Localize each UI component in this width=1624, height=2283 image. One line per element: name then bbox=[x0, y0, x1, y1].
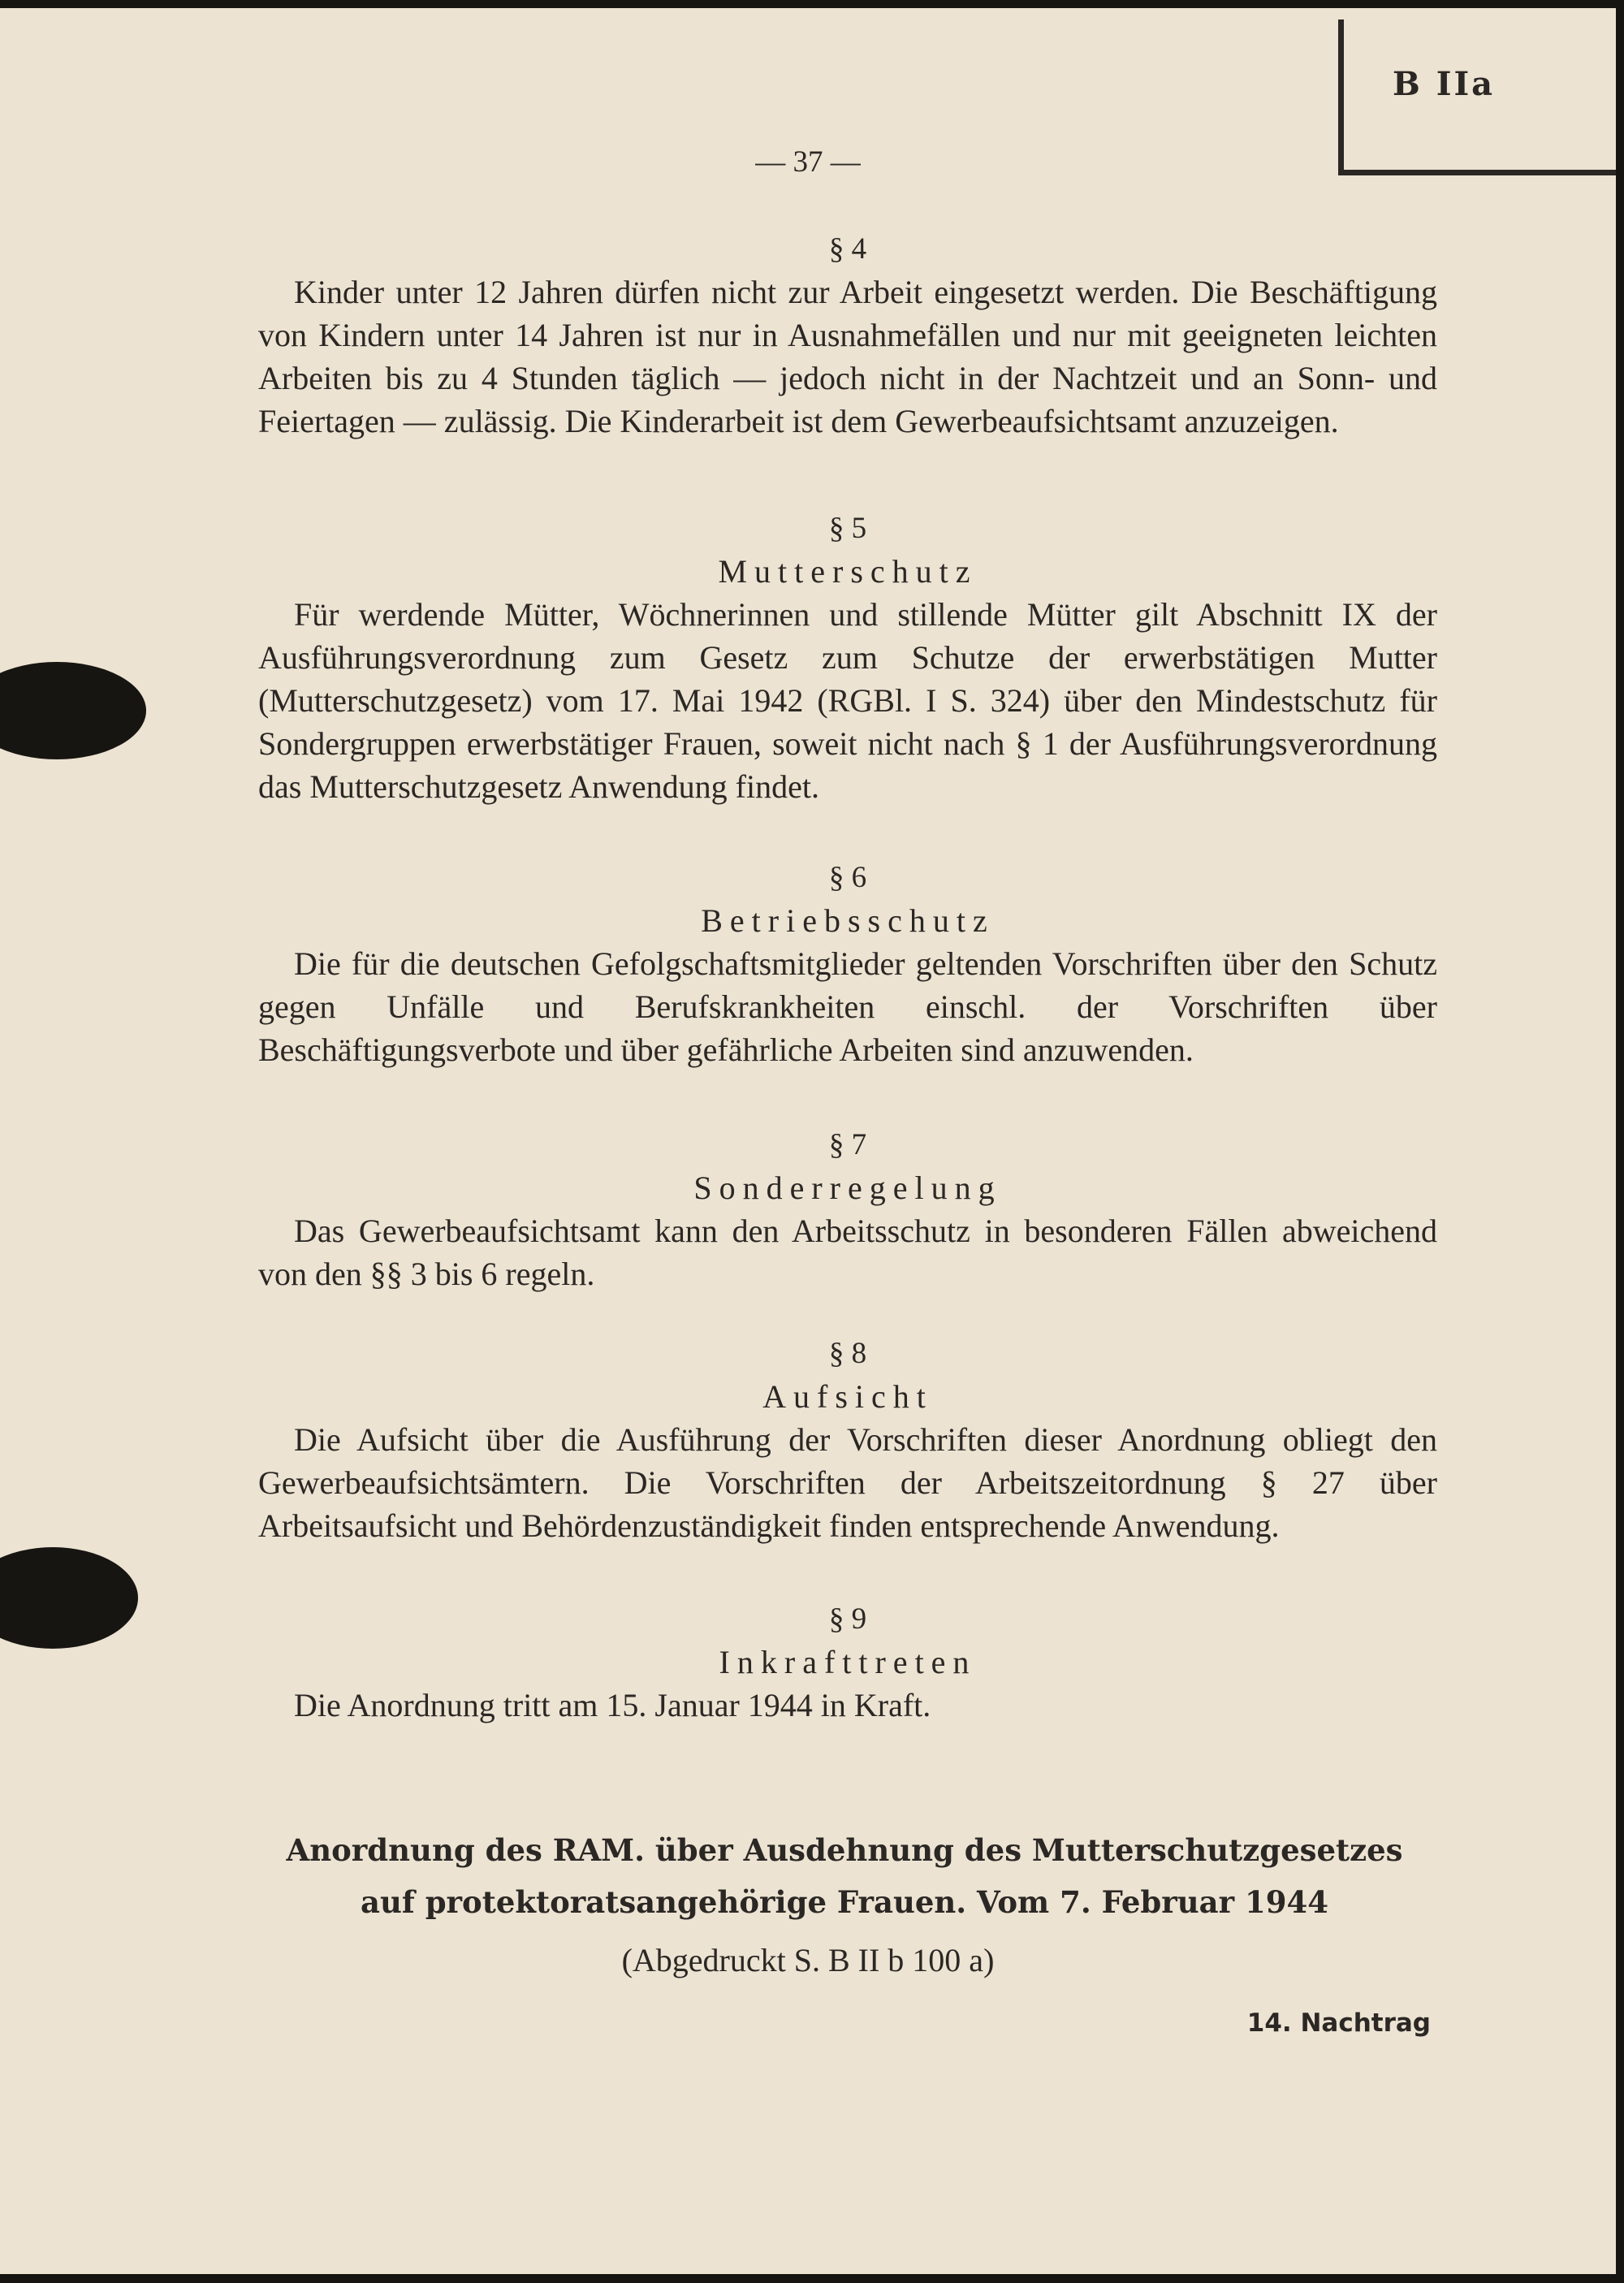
section-number: § 8 bbox=[828, 1337, 867, 1370]
supplement-label: 14. Nachtrag bbox=[1246, 2008, 1431, 2038]
section-paragraph: Die für die deutschen Gefolgschaftsmitglieder geltenden Vorschriften über den Schutz gegen Unfälle und Berufskrankheiten einschl. der Vorschriften über Beschäftigungsverbote und über gefährliche Arbeiten sind anzuwenden. bbox=[258, 945, 1437, 1068]
section-heading: Aufsicht bbox=[762, 1378, 933, 1415]
section-paragraph: Die Aufsicht über die Ausführung der Vorschriften dieser Anordnung obliegt den Gewerbeaufsichtsämtern. Die Vorschriften der Arbeitszeitordnung § 27 über Arbeitsaufsicht und Behördenzuständigkeit finden entsprechende Anwendung. bbox=[258, 1421, 1437, 1544]
section-9 bbox=[258, 1598, 1437, 1727]
section-paragraph: Das Gewerbeaufsichtsamt kann den Arbeitsschutz in besonderen Fällen abweichend von den §§ 3 bis 6 regeln. bbox=[258, 1213, 1437, 1292]
section-number: § 9 bbox=[828, 1602, 867, 1636]
section-paragraph: Kinder unter 12 Jahren dürfen nicht zur Arbeit eingesetzt werden. Die Beschäftigung von Kindern unter 14 Jahren ist nur in Ausnahmefällen und nur mit geeigneten leichten Arbeiten bis zu 4 Stunden täglich — jedoch nicht in der Nachtzeit und an Sonn- und Feiertagen — zulässig. Die Kinderarbeit ist dem Gewerbeaufsichtsamt anzuzeigen. bbox=[258, 274, 1437, 439]
announcement-line-1: Anordnung des RAM. über Ausdehnung des Mutterschutzgesetzes bbox=[286, 1832, 1403, 1868]
section-8 bbox=[258, 1332, 1437, 1547]
section-heading: Mutterschutz bbox=[718, 553, 978, 590]
reprint-note: (Abgedruckt S. B II b 100 a) bbox=[621, 1942, 995, 1978]
section-7 bbox=[258, 1123, 1437, 1295]
page-number: — 37 — bbox=[755, 145, 861, 179]
section-heading: Inkrafttreten bbox=[719, 1644, 977, 1680]
section-4 bbox=[258, 227, 1437, 443]
section-number: § 4 bbox=[828, 232, 867, 266]
document-page bbox=[0, 8, 1616, 2274]
section-paragraph: Die Anordnung tritt am 15. Januar 1944 in Kraft. bbox=[294, 1687, 931, 1723]
section-heading: Betriebsschutz bbox=[701, 902, 995, 939]
section-number: § 5 bbox=[828, 512, 867, 545]
section-number: § 7 bbox=[828, 1128, 867, 1161]
section-6 bbox=[258, 856, 1437, 1071]
section-5 bbox=[258, 507, 1437, 808]
punch-hole-upper bbox=[0, 662, 146, 759]
announcement-title bbox=[235, 1824, 1453, 1928]
section-number: § 6 bbox=[828, 861, 867, 894]
announcement-line-2: auf protektoratsangehörige Frauen. Vom 7. Februar 1944 bbox=[361, 1884, 1328, 1920]
section-paragraph: Für werdende Mütter, Wöchnerinnen und stillende Mütter gilt Abschnitt IX der Ausführungsverordnung zum Gesetz zum Schutze der erwerbstätigen Mutter (Mutterschutzgesetz) vom 17. Mai 1942 (RGBl. I S. 324) über den Mindestschutz für Sondergruppen erwerbstätiger Frauen, soweit nicht nach § 1 der Ausführungsverordnung das Mutterschutzgesetz Anwendung findet. bbox=[258, 596, 1437, 805]
punch-hole-lower bbox=[0, 1547, 138, 1649]
section-heading: Sonderregelung bbox=[693, 1170, 1002, 1206]
register-tab-label: B IIa bbox=[1393, 65, 1496, 103]
